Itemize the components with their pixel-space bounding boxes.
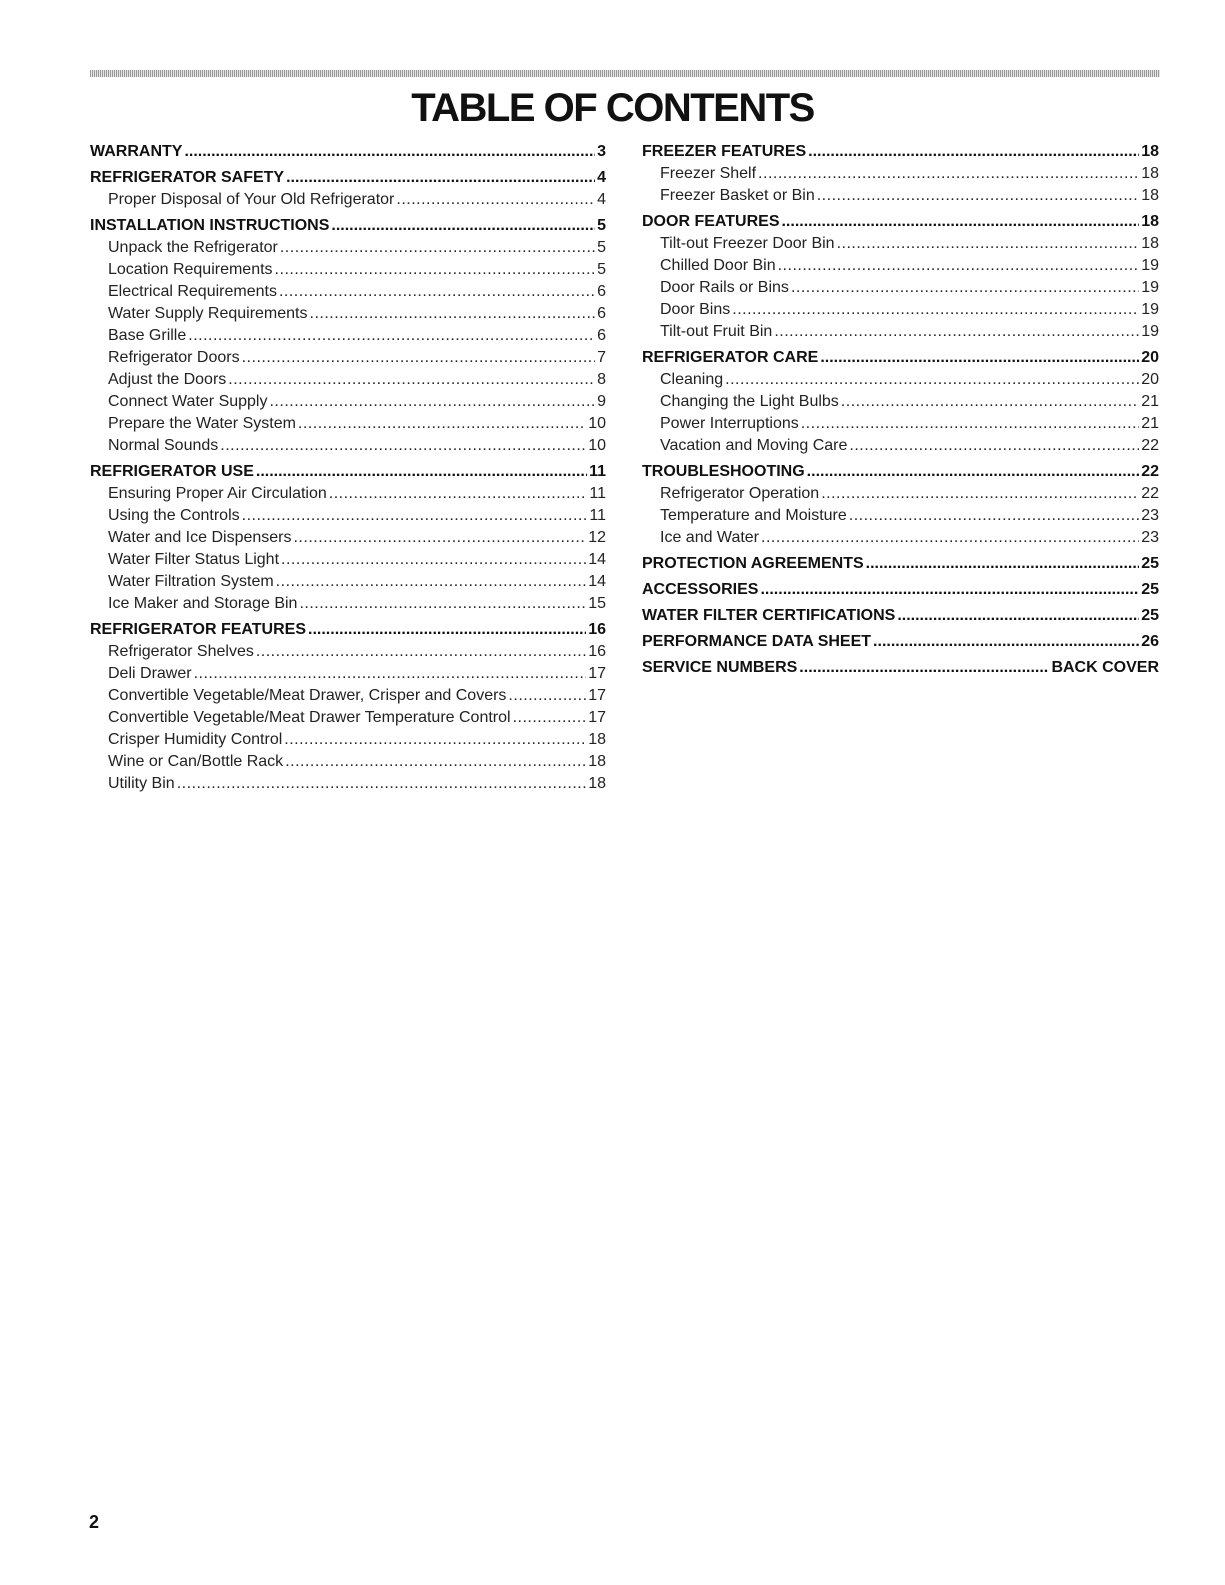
toc-entry-page: 18 (588, 775, 606, 792)
dot-leader (396, 189, 595, 211)
dot-leader (242, 505, 588, 527)
toc-entry-page: 23 (1141, 507, 1159, 524)
toc-section-entry[interactable] (642, 579, 1159, 601)
toc-entry-label: Freezer Shelf (660, 165, 757, 182)
dot-leader (256, 641, 586, 663)
dot-leader (820, 347, 1139, 369)
toc-entry-label: Chilled Door Bin (660, 257, 776, 274)
toc-entry-page: 6 (597, 283, 606, 300)
toc-entry-page: 20 (1141, 371, 1159, 388)
dot-leader (774, 321, 1139, 343)
dot-leader (791, 277, 1139, 299)
toc-entry-page: 19 (1141, 257, 1159, 274)
toc-subsection-entry[interactable] (90, 641, 606, 663)
dot-leader (778, 255, 1140, 277)
dot-leader (256, 461, 587, 483)
toc-entry-label: Water and Ice Dispensers (108, 529, 292, 546)
toc-subsection-entry[interactable] (642, 369, 1159, 391)
toc-subsection-entry[interactable] (90, 773, 606, 795)
dot-leader (284, 729, 586, 751)
toc-entry-label: PERFORMANCE DATA SHEET (642, 633, 872, 650)
toc-entry-label: Ensuring Proper Air Circulation (108, 485, 327, 502)
toc-entry-page: 21 (1141, 393, 1159, 410)
toc-entry-page: 22 (1141, 485, 1159, 502)
toc-subsection-entry[interactable] (642, 185, 1159, 207)
toc-section-entry[interactable] (642, 461, 1159, 483)
toc-subsection-entry[interactable] (90, 391, 606, 413)
dot-leader (293, 527, 586, 549)
toc-entry-label: Cleaning (660, 371, 724, 388)
toc-subsection-entry[interactable] (90, 325, 606, 347)
toc-entry-label: Vacation and Moving Care (660, 437, 848, 454)
toc-entry-label: Freezer Basket or Bin (660, 187, 815, 204)
dot-leader (817, 185, 1139, 207)
toc-entry-page: 4 (597, 191, 606, 208)
toc-subsection-entry[interactable] (642, 483, 1159, 505)
toc-subsection-entry[interactable] (90, 237, 606, 259)
dot-leader (781, 211, 1139, 233)
toc-entry-label: Power Interruptions (660, 415, 799, 432)
toc-entry-label: Deli Drawer (108, 665, 192, 682)
toc-entry-page: 23 (1141, 529, 1159, 546)
toc-entry-page: 19 (1141, 323, 1159, 340)
toc-subsection-entry[interactable] (642, 163, 1159, 185)
toc-section-entry[interactable] (90, 619, 606, 641)
dot-leader (837, 233, 1140, 255)
toc-entry-label: WATER FILTER CERTIFICATIONS (642, 607, 896, 624)
dot-leader (732, 299, 1139, 321)
toc-entry-page: 6 (597, 327, 606, 344)
toc-left-column (90, 141, 606, 795)
toc-entry-label: Changing the Light Bulbs (660, 393, 839, 410)
toc-entry-page: 11 (589, 507, 606, 524)
toc-entry-page: 10 (588, 437, 606, 454)
toc-subsection-entry[interactable] (90, 751, 606, 773)
toc-subsection-entry[interactable] (90, 259, 606, 281)
toc-entry-label: SERVICE NUMBERS (642, 659, 798, 676)
dot-leader (276, 571, 587, 593)
toc-entry-label: Tilt-out Freezer Door Bin (660, 235, 835, 252)
toc-entry-page: 17 (588, 687, 606, 704)
toc-subsection-entry[interactable] (90, 549, 606, 571)
toc-entry-label: Convertible Vegetable/Meat Drawer Temperature Control (108, 709, 511, 726)
dot-leader (280, 237, 595, 259)
toc-entry-label: Ice Maker and Storage Bin (108, 595, 298, 612)
dot-leader (310, 303, 596, 325)
dot-leader (799, 657, 1049, 679)
dot-leader (188, 325, 595, 347)
dot-leader (849, 505, 1139, 527)
toc-entry-label: Unpack the Refrigerator (108, 239, 278, 256)
toc-entry-page: 11 (589, 463, 606, 480)
toc-entry-page: 10 (588, 415, 606, 432)
dot-leader (725, 369, 1139, 391)
toc-subsection-entry[interactable] (90, 303, 606, 325)
toc-entry-label: Ice and Water (660, 529, 760, 546)
toc-entry-page: 21 (1141, 415, 1159, 432)
toc-entry-label: REFRIGERATOR SAFETY (90, 169, 285, 186)
top-rule (90, 70, 1160, 77)
toc-section-entry[interactable] (642, 347, 1159, 369)
toc-entry-page: 25 (1141, 581, 1159, 598)
toc-entry-label: Normal Sounds (108, 437, 219, 454)
toc-entry-label: Tilt-out Fruit Bin (660, 323, 773, 340)
dot-leader (807, 461, 1140, 483)
dot-leader (758, 163, 1139, 185)
toc-subsection-entry[interactable] (642, 505, 1159, 527)
dot-leader (281, 549, 586, 571)
toc-right-column (642, 141, 1159, 679)
toc-entry-page: 15 (588, 595, 606, 612)
toc-subsection-entry[interactable] (90, 593, 606, 615)
toc-subsection-entry[interactable] (90, 347, 606, 369)
toc-entry-page: 26 (1141, 633, 1159, 650)
toc-entry-label: FREEZER FEATURES (642, 143, 807, 160)
toc-subsection-entry[interactable] (90, 189, 606, 211)
toc-subsection-entry[interactable] (642, 435, 1159, 457)
toc-entry-page: 19 (1141, 279, 1159, 296)
page-title: TABLE OF CONTENTS (411, 86, 814, 130)
dot-leader (308, 619, 586, 641)
toc-subsection-entry[interactable] (642, 277, 1159, 299)
toc-entry-page: 14 (588, 551, 606, 568)
dot-leader (331, 215, 595, 237)
toc-section-entry[interactable] (642, 141, 1159, 163)
toc-entry-label: Proper Disposal of Your Old Refrigerator (108, 191, 395, 208)
toc-entry-page: 14 (588, 573, 606, 590)
toc-subsection-entry[interactable] (90, 369, 606, 391)
toc-entry-label: INSTALLATION INSTRUCTIONS (90, 217, 330, 234)
toc-entry-label: REFRIGERATOR USE (90, 463, 254, 480)
toc-entry-page: 16 (588, 621, 606, 638)
dot-leader (760, 579, 1139, 601)
toc-entry-page: 18 (588, 753, 606, 770)
dot-leader (285, 751, 586, 773)
toc-subsection-entry[interactable] (90, 483, 606, 505)
toc-section-entry[interactable] (90, 461, 606, 483)
toc-entry-label: Door Bins (660, 301, 731, 318)
toc-entry-page: 18 (1141, 213, 1159, 230)
dot-leader (242, 347, 595, 369)
toc-entry-label: Prepare the Water System (108, 415, 296, 432)
toc-section-entry[interactable] (90, 215, 606, 237)
dot-leader (299, 593, 586, 615)
toc-entry-page: 12 (588, 529, 606, 546)
toc-section-entry[interactable] (642, 657, 1159, 679)
toc-entry-page: 17 (588, 709, 606, 726)
toc-section-entry[interactable] (642, 605, 1159, 627)
toc-subsection-entry[interactable] (90, 729, 606, 751)
dot-leader (821, 483, 1139, 505)
toc-subsection-entry[interactable] (90, 685, 606, 707)
toc-entry-page: 7 (597, 349, 606, 366)
dot-leader (220, 435, 586, 457)
dot-leader (298, 413, 586, 435)
toc-entry-page: 16 (588, 643, 606, 660)
toc-entry-label: REFRIGERATOR FEATURES (90, 621, 307, 638)
dot-leader (801, 413, 1139, 435)
toc-entry-label: Electrical Requirements (108, 283, 277, 300)
toc-subsection-entry[interactable] (90, 505, 606, 527)
toc-section-entry[interactable] (642, 553, 1159, 575)
toc-entry-label: Door Rails or Bins (660, 279, 789, 296)
toc-subsection-entry[interactable] (90, 435, 606, 457)
page-number: 2 (89, 1512, 100, 1532)
toc-entry-label: Utility Bin (108, 775, 175, 792)
toc-subsection-entry[interactable] (90, 663, 606, 685)
toc-subsection-entry[interactable] (642, 255, 1159, 277)
dot-leader (761, 527, 1139, 549)
toc-entry-page: 22 (1141, 437, 1159, 454)
dot-leader (866, 553, 1140, 575)
toc-entry-page: 18 (1141, 187, 1159, 204)
toc-subsection-entry[interactable] (90, 281, 606, 303)
toc-entry-label: Water Filtration System (108, 573, 274, 590)
dot-leader (279, 281, 595, 303)
toc-subsection-entry[interactable] (642, 413, 1159, 435)
toc-entry-page: 8 (597, 371, 606, 388)
toc-entry-label: WARRANTY (90, 143, 183, 160)
toc-entry-page: 3 (597, 143, 606, 160)
toc-entry-page: 25 (1141, 607, 1159, 624)
toc-entry-label: Adjust the Doors (108, 371, 227, 388)
dot-leader (508, 685, 586, 707)
toc-entry-page: 17 (588, 665, 606, 682)
toc-entry-page: 19 (1141, 301, 1159, 318)
toc-section-entry[interactable] (90, 141, 606, 163)
dot-leader (873, 631, 1139, 653)
toc-entry-page: 6 (597, 305, 606, 322)
toc-subsection-entry[interactable] (642, 527, 1159, 549)
toc-entry-page: 5 (597, 239, 606, 256)
toc-subsection-entry[interactable] (642, 233, 1159, 255)
toc-entry-page: 5 (597, 217, 606, 234)
toc-entry-label: Using the Controls (108, 507, 240, 524)
toc-entry-label: Refrigerator Doors (108, 349, 240, 366)
dot-leader (184, 141, 595, 163)
toc-entry-label: REFRIGERATOR CARE (642, 349, 819, 366)
toc-entry-label: Temperature and Moisture (660, 507, 847, 524)
toc-entry-page: 18 (1141, 165, 1159, 182)
toc-entry-label: PROTECTION AGREEMENTS (642, 555, 864, 572)
toc-entry-label: ACCESSORIES (642, 581, 759, 598)
toc-entry-page: 25 (1141, 555, 1159, 572)
toc-entry-label: Water Supply Requirements (108, 305, 308, 322)
toc-subsection-entry[interactable] (642, 321, 1159, 343)
toc-entry-page: 11 (589, 485, 606, 502)
toc-entry-label: DOOR FEATURES (642, 213, 780, 230)
toc-entry-label: Convertible Vegetable/Meat Drawer, Crisper and Covers (108, 687, 507, 704)
dot-leader (194, 663, 587, 685)
toc-entry-page: 9 (597, 393, 606, 410)
toc-entry-page: 18 (1141, 235, 1159, 252)
toc-entry-page: 18 (588, 731, 606, 748)
dot-leader (897, 605, 1139, 627)
dot-leader (177, 773, 587, 795)
toc-entry-label: TROUBLESHOOTING (642, 463, 805, 480)
toc-entry-page: 5 (597, 261, 606, 278)
toc-entry-label: Connect Water Supply (108, 393, 268, 410)
dot-leader (286, 167, 595, 189)
dot-leader (228, 369, 595, 391)
toc-subsection-entry[interactable] (642, 299, 1159, 321)
toc-section-entry[interactable] (642, 631, 1159, 653)
dot-leader (269, 391, 595, 413)
toc-entry-page: 20 (1141, 349, 1159, 366)
toc-entry-label: Location Requirements (108, 261, 273, 278)
toc-subsection-entry[interactable] (90, 707, 606, 729)
toc-subsection-entry[interactable] (642, 391, 1159, 413)
toc-subsection-entry[interactable] (90, 527, 606, 549)
dot-leader (275, 259, 596, 281)
dot-leader (808, 141, 1139, 163)
dot-leader (849, 435, 1139, 457)
toc-section-entry[interactable] (90, 167, 606, 189)
dot-leader (841, 391, 1139, 413)
toc-entry-page: 22 (1141, 463, 1159, 480)
toc-entry-label: Water Filter Status Light (108, 551, 280, 568)
toc-subsection-entry[interactable] (90, 413, 606, 435)
dot-leader (513, 707, 587, 729)
toc-entry-label: Refrigerator Operation (660, 485, 820, 502)
toc-entry-label: Refrigerator Shelves (108, 643, 254, 660)
toc-entry-label: Crisper Humidity Control (108, 731, 283, 748)
toc-subsection-entry[interactable] (90, 571, 606, 593)
toc-entry-label: Wine or Can/Bottle Rack (108, 753, 284, 770)
dot-leader (329, 483, 588, 505)
toc-entry-page: 4 (597, 169, 606, 186)
toc-section-entry[interactable] (642, 211, 1159, 233)
toc-entry-page: 18 (1141, 143, 1159, 160)
toc-entry-page: BACK COVER (1051, 659, 1159, 676)
toc-entry-label: Base Grille (108, 327, 187, 344)
